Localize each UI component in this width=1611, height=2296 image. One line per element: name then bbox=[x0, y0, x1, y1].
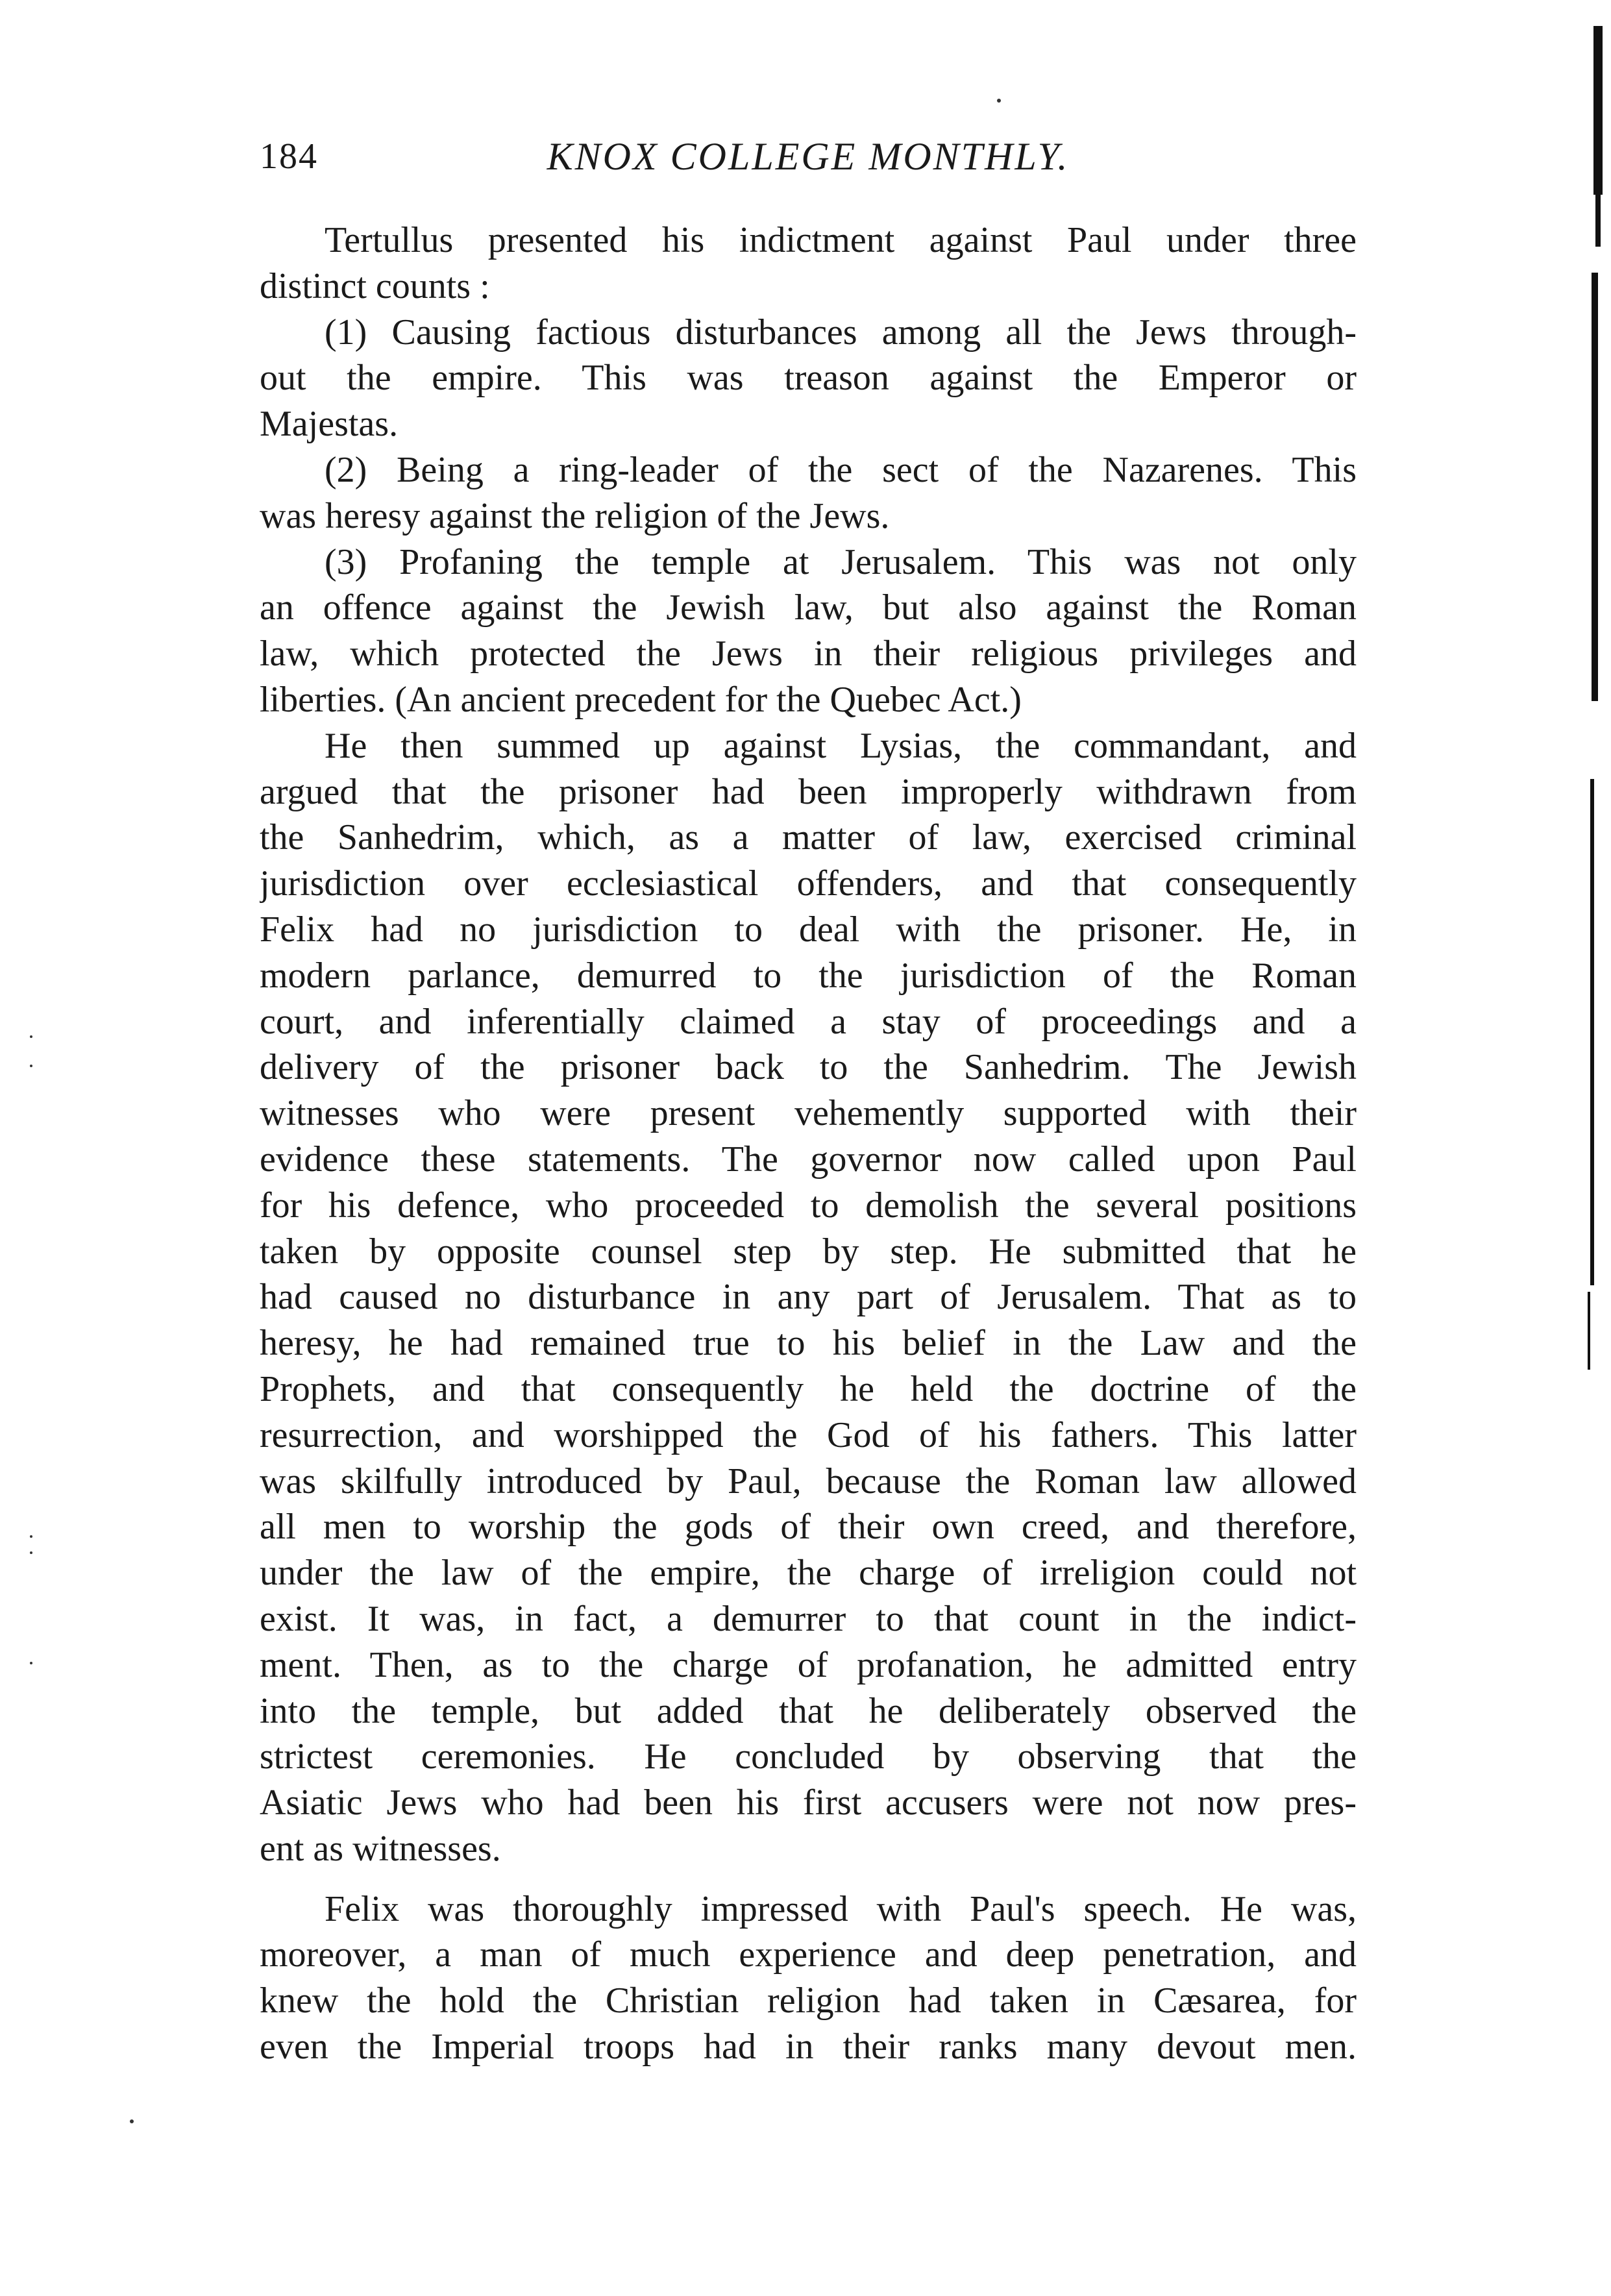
text-line: the Sanhedrim, which, as a matter of law, exercised criminal bbox=[260, 817, 1357, 858]
text-line: taken by opposite counsel step by step. He submitted that he bbox=[260, 1231, 1357, 1272]
text-line: distinct counts : bbox=[260, 265, 490, 306]
scan-speck bbox=[30, 1035, 32, 1038]
scan-edge-mark bbox=[1593, 26, 1603, 195]
text-line: all men to worship the gods of their own creed, and therefore, bbox=[260, 1507, 1357, 1548]
scan-speck bbox=[130, 2119, 134, 2123]
paragraph-felix bbox=[260, 1886, 1357, 2070]
text-line: resurrection, and worshipped the God of his fathers. This latter bbox=[260, 1414, 1357, 1455]
scan-speck bbox=[30, 1662, 32, 1664]
scan-edge-mark bbox=[1592, 273, 1598, 701]
text-line: moreover, a man of much experience and deep penetration, and bbox=[260, 1934, 1357, 1975]
text-line: jurisdiction over ecclesiastical offenders, and that consequently bbox=[260, 863, 1357, 904]
text-line: (1) Causing factious disturbances among all the Jews through- bbox=[325, 312, 1357, 352]
page-header bbox=[260, 127, 1357, 186]
text-line: law, which protected the Jews in their religious privileges and bbox=[260, 634, 1357, 674]
text-line: Asiatic Jews who had been his first accusers were not now pres- bbox=[260, 1783, 1357, 1823]
text-line: strictest ceremonies. He concluded by observing that the bbox=[260, 1736, 1357, 1777]
text-line: He then summed up against Lysias, the commandant, and bbox=[325, 725, 1357, 766]
scan-edge-mark bbox=[1595, 195, 1601, 247]
text-line: out the empire. This was treason against the Emperor or bbox=[260, 358, 1357, 399]
text-line: under the law of the empire, the charge of irreligion could not bbox=[260, 1553, 1357, 1594]
scan-speck bbox=[30, 1065, 32, 1067]
scan-edge-mark bbox=[1588, 1292, 1590, 1370]
text-line: had caused no disturbance in any part of Jerusalem. That as to bbox=[260, 1277, 1357, 1318]
text-line: even the Imperial troops had in their ranks many devout men. bbox=[260, 2027, 1357, 2068]
paragraph-gap bbox=[260, 1872, 1357, 1886]
text-line: ent as witnesses. bbox=[260, 1828, 501, 1869]
text-line: Prophets, and that consequently he held the doctrine of the bbox=[260, 1368, 1357, 1409]
text-line: an offence against the Jewish law, but also against the Roman bbox=[260, 587, 1357, 628]
scan-speck bbox=[30, 1551, 32, 1554]
text-line: exist. It was, in fact, a demurrer to that count in the indict- bbox=[260, 1598, 1357, 1639]
text-line: (3) Profaning the temple at Jerusalem. This was not only bbox=[325, 541, 1357, 582]
running-title: KNOX COLLEGE MONTHLY. bbox=[547, 135, 1070, 178]
article-body bbox=[260, 217, 1357, 2070]
text-line: ment. Then, as to the charge of profanation, he admitted entry bbox=[260, 1644, 1357, 1685]
text-line: into the temple, but added that he deliberately observed the bbox=[260, 1690, 1357, 1731]
paragraph-count-3 bbox=[260, 539, 1357, 723]
text-line: modern parlance, demurred to the jurisdiction of the Roman bbox=[260, 955, 1357, 996]
text-line: Tertullus presented his indictment against Paul under three bbox=[325, 220, 1357, 260]
text-line: Felix was thoroughly impressed with Paul's speech. He was, bbox=[325, 1888, 1357, 1929]
paragraph-count-2 bbox=[260, 447, 1357, 539]
scan-edge-mark bbox=[1590, 779, 1594, 1285]
text-line: was skilfully introduced by Paul, because the Roman law allowed bbox=[260, 1461, 1357, 1501]
paragraph-summing-up bbox=[260, 723, 1357, 1872]
text-line: heresy, he had remained true to his belief in the Law and the bbox=[260, 1323, 1357, 1364]
text-line: witnesses who were present vehemently supported with their bbox=[260, 1093, 1357, 1134]
text-line: knew the hold the Christian religion had taken in Cæsarea, for bbox=[260, 1981, 1357, 2021]
text-line: liberties. (An ancient precedent for the Quebec Act.) bbox=[260, 679, 1022, 720]
text-line: Majestas. bbox=[260, 404, 399, 445]
text-line: court, and inferentially claimed a stay of proceedings and a bbox=[260, 1001, 1357, 1042]
text-line: evidence these statements. The governor now called upon Paul bbox=[260, 1139, 1357, 1179]
text-line: for his defence, who proceeded to demolish the several positions bbox=[260, 1185, 1357, 1226]
page-number: 184 bbox=[260, 136, 318, 177]
paragraph-counts-intro bbox=[260, 217, 1357, 310]
paragraph-count-1 bbox=[260, 310, 1357, 447]
text-line: was heresy against the religion of the Jews. bbox=[260, 495, 890, 536]
text-line: Felix had no jurisdiction to deal with the prisoner. He, in bbox=[260, 909, 1357, 950]
text-line: argued that the prisoner had been improperly withdrawn from bbox=[260, 771, 1357, 812]
text-line: (2) Being a ring-leader of the sect of the Nazarenes. This bbox=[325, 449, 1357, 490]
scan-speck bbox=[30, 1535, 32, 1538]
scan-speck bbox=[997, 99, 1001, 103]
text-line: delivery of the prisoner back to the Sanhedrim. The Jewish bbox=[260, 1047, 1357, 1088]
